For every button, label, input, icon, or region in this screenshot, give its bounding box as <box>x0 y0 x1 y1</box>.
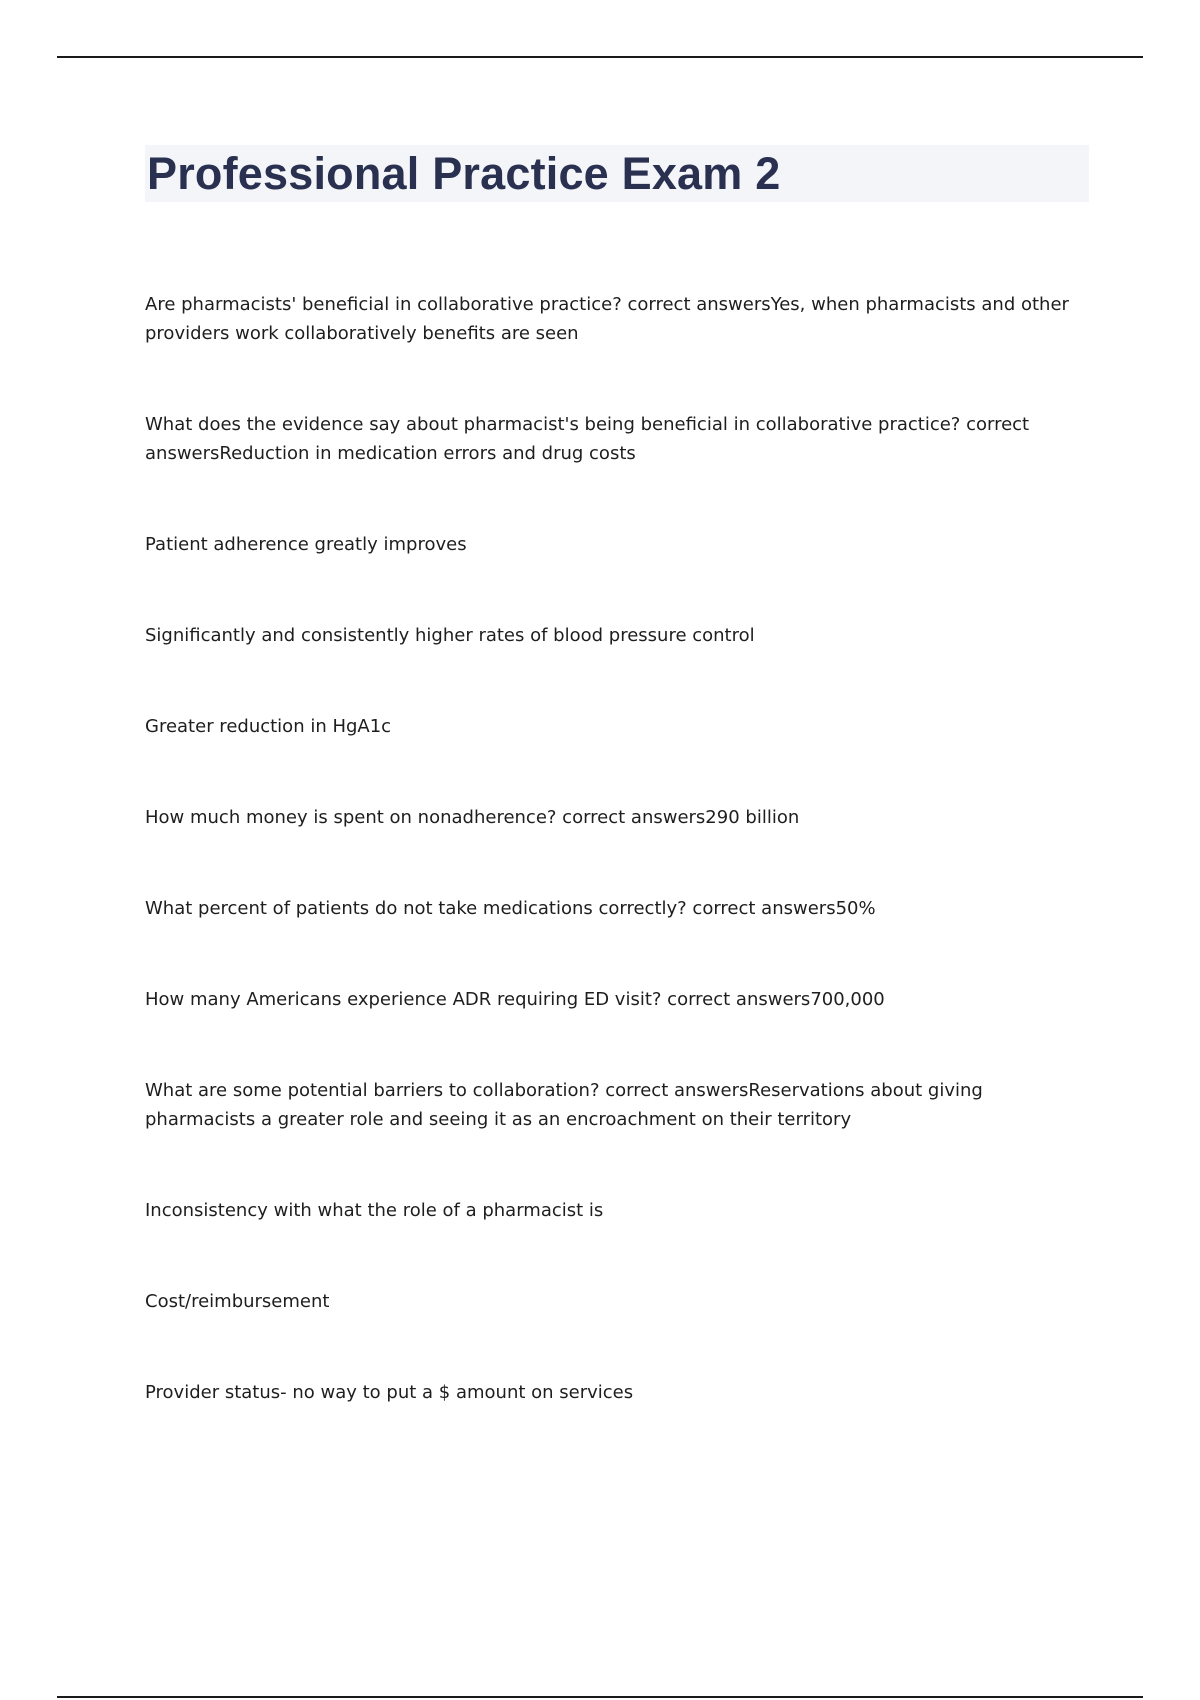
qa-entry: What are some potential barriers to collaboration? correct answersReservations about giving pharmacists a greater role and seeing it as an encroachment on their territory <box>145 1080 983 1130</box>
top-rule <box>57 56 1143 58</box>
qa-entry: Greater reduction in HgA1c <box>145 716 392 737</box>
qa-entry: What does the evidence say about pharmacist's being beneficial in collaborative practice? correct answersReduction in medication errors and drug costs <box>145 414 1030 464</box>
qa-entry: Patient adherence greatly improves <box>145 534 467 555</box>
qa-entry: Provider status- no way to put a $ amount on services <box>145 1382 634 1403</box>
qa-entry: How many Americans experience ADR requiring ED visit? correct answers700,000 <box>145 989 885 1010</box>
qa-entry: Cost/reimbursement <box>145 1291 330 1312</box>
qa-entry: What percent of patients do not take medications correctly? correct answers50% <box>145 898 876 919</box>
title-banner <box>145 145 1089 202</box>
qa-entry: Significantly and consistently higher rates of blood pressure control <box>145 625 755 646</box>
qa-list <box>145 290 1095 1469</box>
qa-entry: How much money is spent on nonadherence? correct answers290 billion <box>145 807 800 828</box>
qa-entry: Are pharmacists' beneficial in collaborative practice? correct answersYes, when pharmacists and other providers work collaboratively benefits are seen <box>145 294 1069 344</box>
qa-entry: Inconsistency with what the role of a pharmacist is <box>145 1200 604 1221</box>
bottom-rule <box>57 1696 1143 1698</box>
page-title: Professional Practice Exam 2 <box>147 148 781 199</box>
